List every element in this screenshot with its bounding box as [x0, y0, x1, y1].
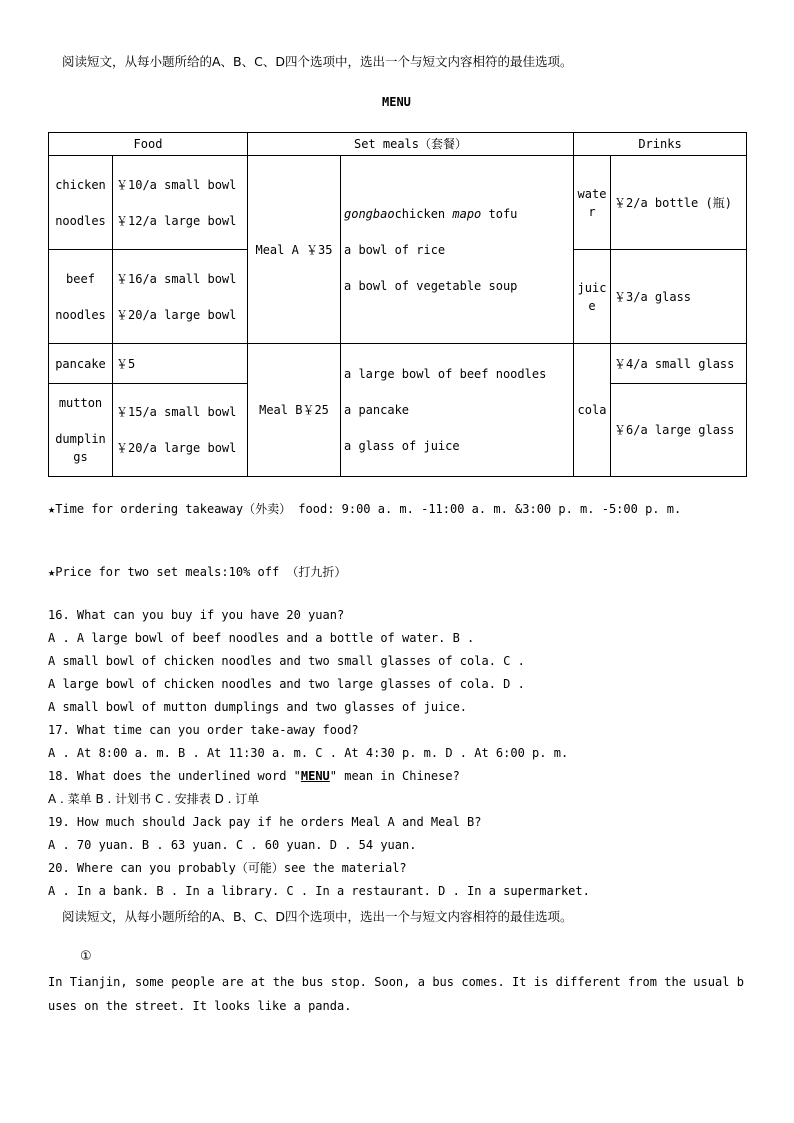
meal-b-item: a glass of juice — [344, 439, 460, 453]
meal-a-items — [341, 156, 574, 344]
option-line: A . 菜单 B . 计划书 C . 安排表 D . 订单 — [48, 792, 260, 806]
food-price-chicken-noodles — [113, 156, 248, 250]
meal-b-item: a large bowl of beef noodles — [344, 367, 547, 381]
meal-a-item — [344, 207, 517, 221]
food-price-pancake: ￥5 — [113, 344, 248, 384]
instruction-text: 阅读短文，从每小题所给的A、B、C、D四个选项中，选出一个与短文内容相符的最佳选项。 — [62, 54, 573, 69]
meal-a-label: Meal A ￥35 — [248, 156, 341, 344]
food-name-pancake: pancake — [49, 344, 113, 384]
option-line: A large bowl of chicken noodles and two large glasses of cola. D . — [48, 677, 525, 691]
food-name-line: noodles — [55, 213, 106, 228]
menu-title: MENU — [382, 95, 411, 109]
drink-name-cola: cola — [574, 344, 611, 477]
food-name-mutton-dumplings — [49, 384, 113, 477]
drink-price-cola-large: ￥6/a large glass — [611, 384, 747, 477]
drink-price-juice: ￥3/a glass — [611, 250, 747, 344]
header-set-meals: Set meals（套餐） — [248, 133, 574, 156]
food-name-beef-noodles — [49, 250, 113, 344]
header-food: Food — [49, 133, 248, 156]
food-name-line: dumplings — [55, 432, 106, 464]
question-text-part: 18. What does the underlined word " — [48, 769, 301, 783]
meal-a-item-italic: gongbao — [344, 206, 395, 221]
option-line: A . A large bowl of beef noodles and a bottle of water. B . — [48, 631, 475, 645]
menu-table — [48, 132, 747, 477]
note-price-discount: ★Price for two set meals:10% off （打九折） — [48, 565, 347, 579]
price-line: ￥15/a small bowl — [116, 405, 237, 419]
underlined-word: MENU — [300, 769, 330, 783]
option-line: A small bowl of mutton dumplings and two glasses of juice. — [48, 700, 468, 714]
drink-price-cola-small: ￥4/a small glass — [611, 344, 747, 384]
food-price-beef-noodles — [113, 250, 248, 344]
food-price-mutton-dumplings — [113, 384, 248, 477]
drink-price-water: ￥2/a bottle (瓶) — [611, 156, 747, 250]
meal-b-label: Meal B￥25 — [248, 344, 341, 477]
option-line: A small bowl of chicken noodles and two small glasses of cola. C . — [48, 654, 525, 668]
food-name-chicken-noodles — [49, 156, 113, 250]
passage-text: In Tianjin, some people are at the bus stop. Soon, a bus comes. It is different from the usual buses on the street. It looks like a panda. — [48, 975, 744, 1013]
meal-b-item: a pancake — [344, 403, 410, 417]
instruction-text-2: 阅读短文，从每小题所给的A、B、C、D四个选项中，选出一个与短文内容相符的最佳选项。 — [62, 909, 573, 924]
option-line: A . In a bank. B . In a library. C . In a restaurant. D . In a supermarket. — [48, 884, 590, 898]
question-text: 19. How much should Jack pay if he orders Meal A and Meal B? — [48, 815, 482, 829]
drink-name-water: water — [574, 156, 611, 250]
price-line: ￥16/a small bowl — [116, 271, 237, 286]
meal-a-item: a bowl of vegetable soup — [344, 278, 518, 293]
meal-a-item-text: chicken — [394, 206, 453, 221]
meal-a-item-italic: mapo — [452, 206, 482, 221]
meal-a-item: a bowl of rice — [344, 242, 446, 257]
note-order-time: ★Time for ordering takeaway（外卖） food: 9:00 a. m. -11:00 a. m. &3:00 p. m. -5:00 p. m. — [48, 502, 682, 516]
food-name-line: beef — [66, 271, 95, 286]
price-line: ￥10/a small bowl — [116, 177, 237, 192]
meal-b-items — [341, 344, 574, 477]
food-name-line: chicken — [55, 177, 106, 192]
price-line: ￥12/a large bowl — [116, 213, 237, 228]
price-line: ￥20/a large bowl — [116, 441, 237, 455]
question-text — [48, 765, 590, 788]
price-line: ￥20/a large bowl — [116, 307, 237, 322]
drink-name-juice: juice — [574, 250, 611, 344]
option-line: A . 70 yuan. B . 63 yuan. C . 60 yuan. D . 54 yuan. — [48, 838, 417, 852]
option-line: A . At 8:00 a. m. B . At 11:30 a. m. C . At 4:30 p. m. D . At 6:00 p. m. — [48, 746, 569, 760]
question-16 — [48, 604, 590, 903]
food-name-line: noodles — [55, 307, 106, 322]
header-drinks: Drinks — [574, 133, 747, 156]
food-name-line: mutton — [58, 396, 103, 410]
question-text-part: " mean in Chinese? — [329, 769, 460, 783]
question-text: 16. What can you buy if you have 20 yuan? — [48, 608, 345, 622]
passage-marker: ① — [80, 949, 92, 964]
question-text: 17. What time can you order take-away food? — [48, 723, 359, 737]
meal-a-item-text: tofu — [481, 206, 518, 221]
question-text: 20. Where can you probably（可能）see the material? — [48, 861, 407, 875]
